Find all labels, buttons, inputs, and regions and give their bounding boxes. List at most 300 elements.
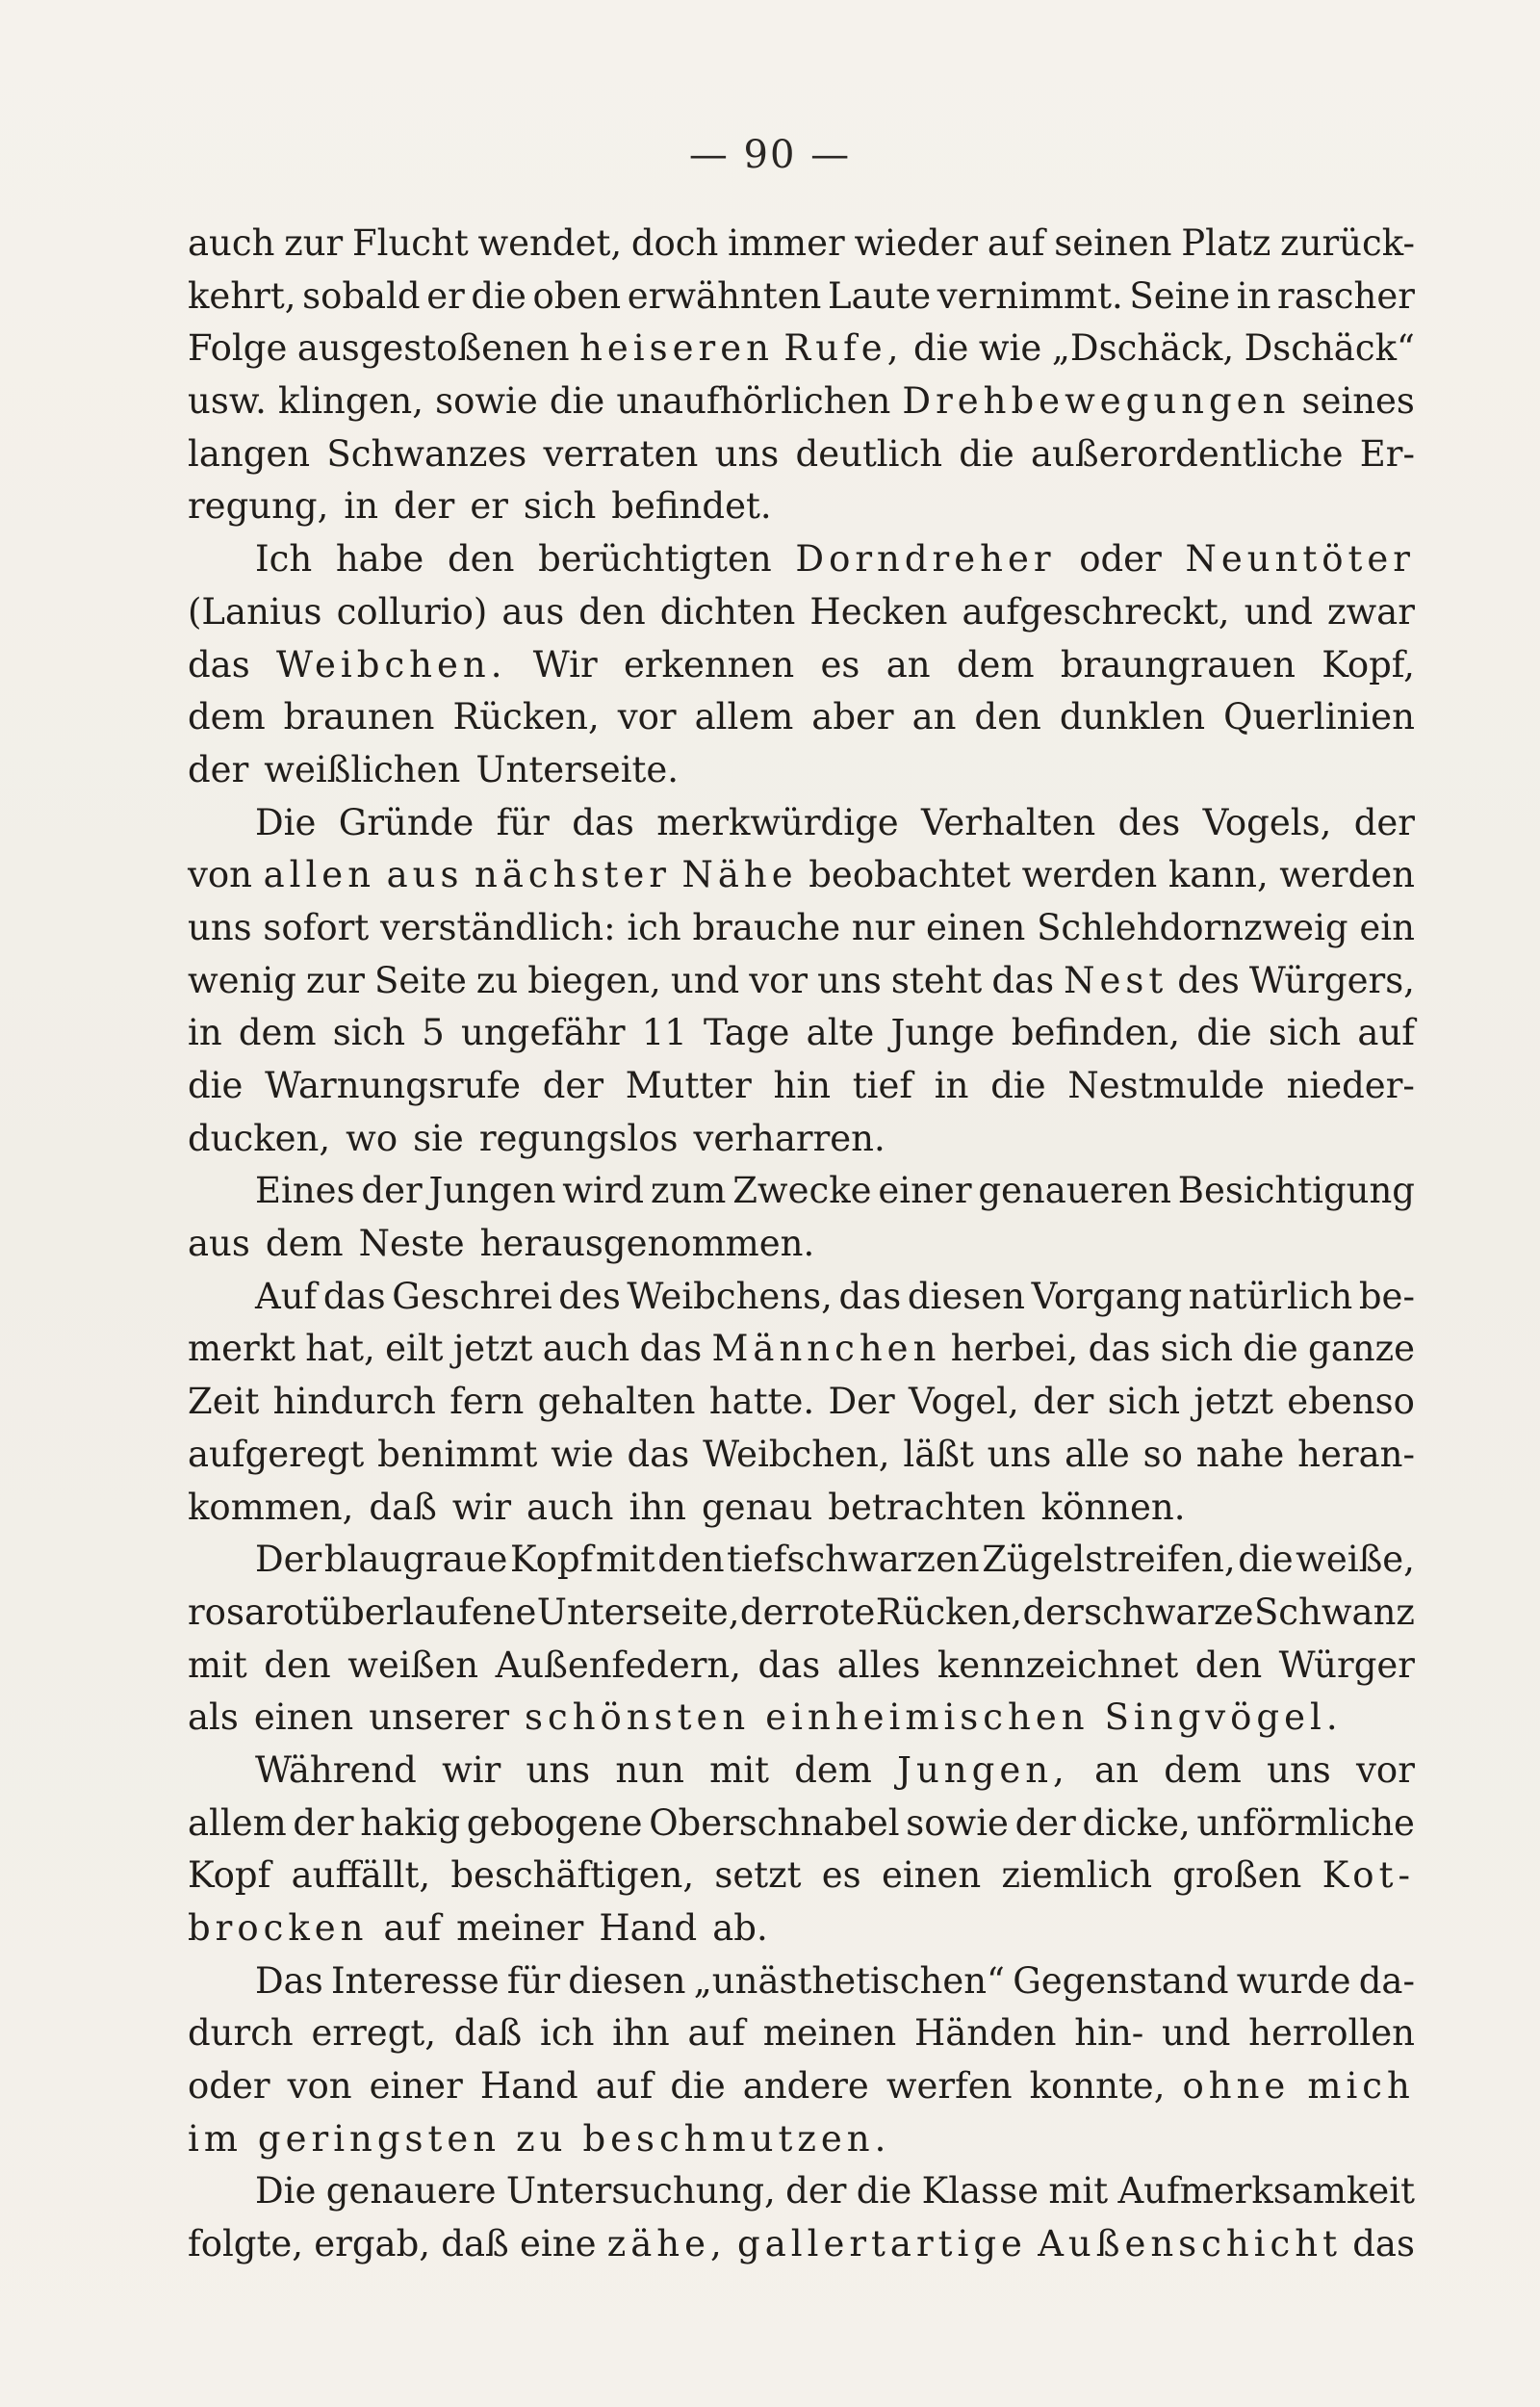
text-line [188, 744, 1415, 797]
word: Die [255, 801, 317, 843]
word: Neste [358, 1223, 465, 1265]
word: Laute [827, 274, 932, 317]
word: Die [255, 2170, 317, 2213]
word: ganze [1308, 1328, 1415, 1370]
word: Würgers, [1248, 959, 1415, 1001]
word: Auf [255, 1275, 318, 1317]
word: merkt [188, 1328, 295, 1370]
word: dem [1164, 1748, 1242, 1791]
word: meiner [456, 1907, 584, 1949]
word: das [838, 1275, 902, 1317]
word: so [1142, 1433, 1183, 1475]
word: an [886, 643, 931, 686]
word: den [578, 590, 646, 633]
word: Junge [890, 1012, 995, 1054]
word: die [1243, 1328, 1298, 1370]
word: der [1022, 1591, 1084, 1633]
text-line [188, 2060, 1415, 2113]
word: ergab, [314, 2223, 431, 2265]
word: ducken, [188, 1117, 331, 1159]
word: Dschäck“ [1244, 327, 1415, 370]
word: Der [828, 1381, 895, 1423]
word: nun [615, 1748, 684, 1791]
word: verharren. [693, 1117, 886, 1159]
word: Geschrei [392, 1275, 552, 1317]
word: Außenfedern, [495, 1643, 742, 1686]
word: hin [773, 1065, 832, 1106]
word: ungefähr [461, 1012, 626, 1054]
word: Während [255, 1748, 417, 1791]
word: Zwecke [732, 1170, 872, 1212]
word: Weibchen. [276, 643, 507, 686]
word: es [821, 1854, 861, 1897]
word: das [572, 801, 634, 843]
word: den [657, 1539, 725, 1581]
word: genaueren [978, 1170, 1171, 1212]
word: verraten [543, 432, 699, 475]
word: Schlehdornzweig [1037, 906, 1348, 948]
word: einen [253, 1696, 354, 1739]
word: der [1014, 1801, 1076, 1844]
word: durch [188, 2012, 294, 2055]
word: sich [1107, 1381, 1181, 1423]
word: gallertartige [737, 2223, 1027, 2265]
word: und [1244, 590, 1313, 633]
word: folgte, [188, 2223, 304, 2265]
word: das [1088, 1328, 1151, 1370]
word: zu [475, 959, 519, 1001]
word: der [785, 2170, 847, 2213]
word: es [820, 643, 860, 686]
word: die [1238, 1539, 1294, 1581]
word: Eines [255, 1170, 355, 1212]
word: den [264, 1643, 331, 1686]
word: Flucht [351, 222, 469, 264]
word: beobachtet [808, 854, 1012, 896]
word: Oberschnabel [649, 1801, 900, 1844]
word: Mutter [625, 1065, 752, 1106]
word: steht [890, 959, 983, 1001]
word: befinden, [1011, 1012, 1181, 1054]
word: klingen, [277, 380, 424, 423]
word: sobald [302, 274, 421, 317]
word: aufgeregt [188, 1433, 365, 1475]
word: alles [836, 1643, 921, 1686]
word: Außenschicht [1038, 2223, 1342, 2265]
word: unförmliche [1196, 1801, 1415, 1844]
word: wenig [188, 959, 296, 1001]
word: Querlinien [1223, 696, 1415, 738]
word: wird [562, 1170, 645, 1212]
word: die [549, 380, 605, 423]
text-line [188, 1113, 1415, 1166]
word: überlaufene [319, 1591, 537, 1633]
word: ihn [629, 1486, 686, 1528]
text-line [188, 480, 1415, 533]
word: berüchtigten [538, 538, 772, 581]
word: einer [878, 1170, 972, 1212]
word: einen [926, 906, 1026, 948]
word: läßt [903, 1433, 974, 1475]
word: den [1194, 1643, 1263, 1686]
word: aber [811, 696, 894, 738]
word: Kopf, [1322, 643, 1415, 686]
text-line [188, 586, 1415, 639]
word: jetzt [1194, 1381, 1273, 1423]
word: 11 [641, 1012, 687, 1054]
word: seines [1301, 380, 1415, 423]
word: die [912, 327, 969, 370]
word: Gründe [338, 801, 475, 843]
word: Vorgang [1031, 1275, 1183, 1317]
word: werfen [886, 2065, 1013, 2108]
word: Kopf [188, 1854, 271, 1897]
word: das [322, 1275, 386, 1317]
word: Nest [1064, 959, 1168, 1001]
text-line [188, 1902, 1415, 1955]
word: gehalten [537, 1381, 696, 1423]
word: kann, [1168, 854, 1269, 896]
word: benimmt [377, 1433, 538, 1475]
word: Interesse [330, 1959, 500, 2002]
word: Würger [1278, 1643, 1415, 1686]
word: zum [650, 1170, 727, 1212]
word: erwähnten [627, 274, 822, 317]
word: die [670, 2065, 726, 2108]
word: erregt, [311, 2012, 437, 2055]
word: rosarot [188, 1591, 319, 1633]
word: braunen [283, 696, 435, 738]
word: Schwanz [1253, 1591, 1415, 1633]
word: einheimischen [765, 1696, 1090, 1739]
word: andere [742, 2065, 869, 2108]
word: den [448, 538, 515, 581]
word: kehrt, [188, 274, 296, 317]
word: des [1177, 959, 1240, 1001]
text-line [188, 849, 1415, 902]
word: Unterseite, [536, 1591, 740, 1633]
word: Tage [704, 1012, 790, 1054]
word: mich [1307, 2065, 1415, 2108]
word: weißen [347, 1643, 479, 1686]
page-number: — 90 — [688, 133, 852, 177]
word: vernimmt. [937, 274, 1123, 317]
word: (Lanius [188, 590, 322, 633]
word: Klasse [921, 2170, 1039, 2213]
word: auf [595, 2065, 654, 2108]
word: herbei, [950, 1328, 1079, 1370]
word: nächster [475, 854, 671, 896]
word: die [959, 432, 1014, 475]
word: der [361, 1170, 423, 1212]
word: nur [851, 906, 915, 948]
word: natürlich [1188, 1275, 1353, 1317]
word: weiße, [1296, 1539, 1415, 1581]
word: herrollen [1248, 2012, 1415, 2055]
word: rascher [1277, 274, 1415, 317]
word: braungrauen [1060, 643, 1296, 686]
word: Das [255, 1959, 323, 2002]
word: wo [346, 1117, 398, 1159]
word: be- [1358, 1275, 1415, 1317]
word: in [1236, 274, 1271, 317]
word: auf [383, 1907, 442, 1949]
word: allem [694, 696, 794, 738]
word: großen [1172, 1854, 1302, 1897]
word: sowie [435, 380, 538, 423]
word: mit [1048, 2170, 1109, 2213]
word: wir [451, 1486, 512, 1528]
text-line [188, 1798, 1415, 1851]
word: Zeit [188, 1381, 260, 1423]
word: hat, [305, 1328, 375, 1370]
word: als [188, 1696, 239, 1739]
word: und [1162, 2012, 1231, 2055]
word: uns [714, 432, 780, 475]
word: langen [188, 432, 311, 475]
word: Untersuchung, [505, 2170, 776, 2213]
word: im [188, 2117, 243, 2160]
text-line [188, 1692, 1415, 1745]
word: regung, [188, 485, 329, 528]
word: sich [1268, 1012, 1342, 1054]
word: alle [1065, 1433, 1130, 1475]
word: zur [305, 959, 365, 1001]
word: der [293, 1801, 354, 1844]
word: er [426, 274, 465, 317]
text-line [188, 1955, 1415, 2008]
word: Seine [1129, 274, 1231, 317]
word: uns [817, 959, 882, 1001]
word: er [470, 485, 508, 528]
word: ihn [612, 2012, 670, 2055]
word: Wir [532, 643, 598, 686]
word: Schwanzes [326, 432, 527, 475]
word: meinen [762, 2012, 897, 2055]
word: für [506, 1959, 561, 2002]
text-line [188, 639, 1415, 692]
word: beschäftigen, [450, 1854, 695, 1897]
word: uns [526, 1748, 591, 1791]
word: aus [188, 1223, 250, 1265]
word: befindet. [611, 485, 772, 528]
word: nieder- [1286, 1065, 1415, 1106]
word: Weibchen, [703, 1433, 890, 1475]
word: wie [551, 1433, 614, 1475]
word: Rücken, [452, 696, 600, 738]
word: das [757, 1643, 821, 1686]
word: dem [238, 1012, 317, 1054]
word: von [188, 854, 253, 896]
word: das [188, 643, 250, 686]
word: außerordentliche [1030, 432, 1344, 475]
word: auch [188, 222, 275, 264]
word: von [287, 2065, 352, 2108]
word: Vogel, [909, 1381, 1019, 1423]
word: Gegenstand [1013, 1959, 1229, 2002]
word: auf [987, 222, 1045, 264]
word: hindurch [272, 1381, 436, 1423]
text-line [188, 1060, 1415, 1113]
word: usw. [188, 380, 267, 423]
word: blaugraue [323, 1539, 508, 1581]
word: ohne [1182, 2065, 1291, 2108]
word: dichten [659, 590, 796, 633]
word: sofort [263, 906, 370, 948]
word: diesen [907, 1275, 1025, 1317]
word: Seite [374, 959, 467, 1001]
word: die [990, 1065, 1046, 1106]
word: „Dschäck, [1051, 327, 1235, 370]
word: verständlich: [379, 906, 616, 948]
word: Dorndreher [795, 538, 1056, 581]
word: auffällt, [291, 1854, 431, 1897]
word: weißlichen [264, 748, 461, 790]
word: doch [630, 222, 719, 264]
word: daß [369, 1486, 437, 1528]
word: dicke, [1082, 1801, 1191, 1844]
word: da- [1358, 1959, 1415, 2002]
word: allen [263, 854, 376, 896]
word: gebogene [466, 1801, 643, 1844]
word: in [344, 485, 379, 528]
word: der [542, 1065, 604, 1106]
word: werden [1279, 854, 1415, 896]
word: beschmutzen. [582, 2117, 891, 2160]
word: unserer [369, 1696, 510, 1739]
word: des [1117, 801, 1181, 843]
word: nahe [1195, 1433, 1285, 1475]
word: auch [542, 1328, 630, 1370]
word: genauere [325, 2170, 497, 2213]
word: der [394, 485, 455, 528]
word: Neuntöter [1185, 538, 1415, 581]
word: der [1033, 1381, 1094, 1423]
word: ebenso [1287, 1381, 1415, 1423]
word: regungslos [478, 1117, 679, 1159]
word: Warnungsrufe [265, 1065, 521, 1106]
word: merkwürdige [656, 801, 899, 843]
text-line [188, 323, 1415, 375]
word: das [627, 1433, 690, 1475]
word: die [188, 1065, 244, 1106]
text-line [188, 1640, 1415, 1693]
word: mit [595, 1539, 655, 1581]
word: werden [1021, 854, 1158, 896]
text-line [188, 2007, 1415, 2060]
word: geringsten [257, 2117, 501, 2160]
word: uns [987, 1433, 1052, 1475]
word: Singvögel. [1104, 1696, 1343, 1739]
word: auch [526, 1486, 614, 1528]
word: deutlich [795, 432, 943, 475]
word: und [670, 959, 740, 1001]
word: Platz [1181, 222, 1271, 264]
word: dem [794, 1748, 872, 1791]
word: immer [728, 222, 845, 264]
word: Folge [188, 327, 288, 370]
word: Der [255, 1539, 322, 1581]
word: brauche [692, 906, 841, 948]
word: auf [1357, 1012, 1415, 1054]
word: ich [540, 2012, 595, 2055]
word: diesen [568, 1959, 686, 2002]
word: die [471, 274, 526, 317]
word: der [739, 1591, 802, 1633]
word: kommen, [188, 1486, 354, 1528]
word: Jungen [428, 1170, 556, 1212]
word: für [496, 801, 550, 843]
word: tief [852, 1065, 913, 1106]
word: sich [1160, 1328, 1233, 1370]
word: oder [188, 2065, 270, 2108]
text-line [188, 533, 1415, 586]
word: wieder [854, 222, 979, 264]
text-line [188, 1007, 1415, 1060]
text-line [188, 797, 1415, 850]
word: ab. [712, 1907, 768, 1949]
text-line [188, 1482, 1415, 1535]
word: an [1094, 1748, 1139, 1791]
word: ausgestoßenen [296, 327, 570, 370]
word: sie [413, 1117, 464, 1159]
word: des [558, 1275, 621, 1317]
text-line [188, 1218, 1415, 1271]
word: daß [441, 2223, 509, 2265]
text-line [188, 902, 1415, 955]
word: schönsten [525, 1696, 751, 1739]
text-line [188, 1587, 1415, 1640]
word: Nestmulde [1067, 1065, 1265, 1106]
word: der [1353, 801, 1415, 843]
word: einer [369, 2065, 463, 2108]
word: vor [749, 959, 808, 1001]
word: das [639, 1328, 703, 1370]
word: die [1196, 1012, 1252, 1054]
word: oben [532, 274, 622, 317]
word: vor [1356, 1748, 1415, 1791]
word: heran- [1297, 1433, 1415, 1475]
word: das [991, 959, 1055, 1001]
word: dem [265, 1223, 344, 1265]
word: 5 [422, 1012, 445, 1054]
word: daß [453, 2012, 523, 2055]
word: hin- [1074, 2012, 1144, 2055]
word: eilt [385, 1328, 444, 1370]
word: sowie [906, 1801, 1009, 1844]
word: der [188, 748, 249, 790]
word: brocken [188, 1907, 369, 1949]
word: Hecken [809, 590, 948, 633]
word: Hand [479, 2065, 578, 2108]
word: zu [516, 2117, 568, 2160]
word: oder [1079, 538, 1162, 581]
word: Aufmerksamkeit [1117, 2170, 1415, 2213]
word: wie [978, 327, 1042, 370]
word: wendet, [477, 222, 623, 264]
text-line [188, 218, 1415, 271]
word: jetzt [452, 1328, 533, 1370]
word: einen [881, 1854, 982, 1897]
word: konnte, [1029, 2065, 1166, 2108]
word: fern [449, 1381, 525, 1423]
word: auf [687, 2012, 746, 2055]
text-line [188, 1745, 1415, 1798]
text-line [188, 1271, 1415, 1324]
word: collurio) [336, 590, 488, 633]
word: ein [1359, 906, 1415, 948]
word: vor [617, 696, 677, 738]
